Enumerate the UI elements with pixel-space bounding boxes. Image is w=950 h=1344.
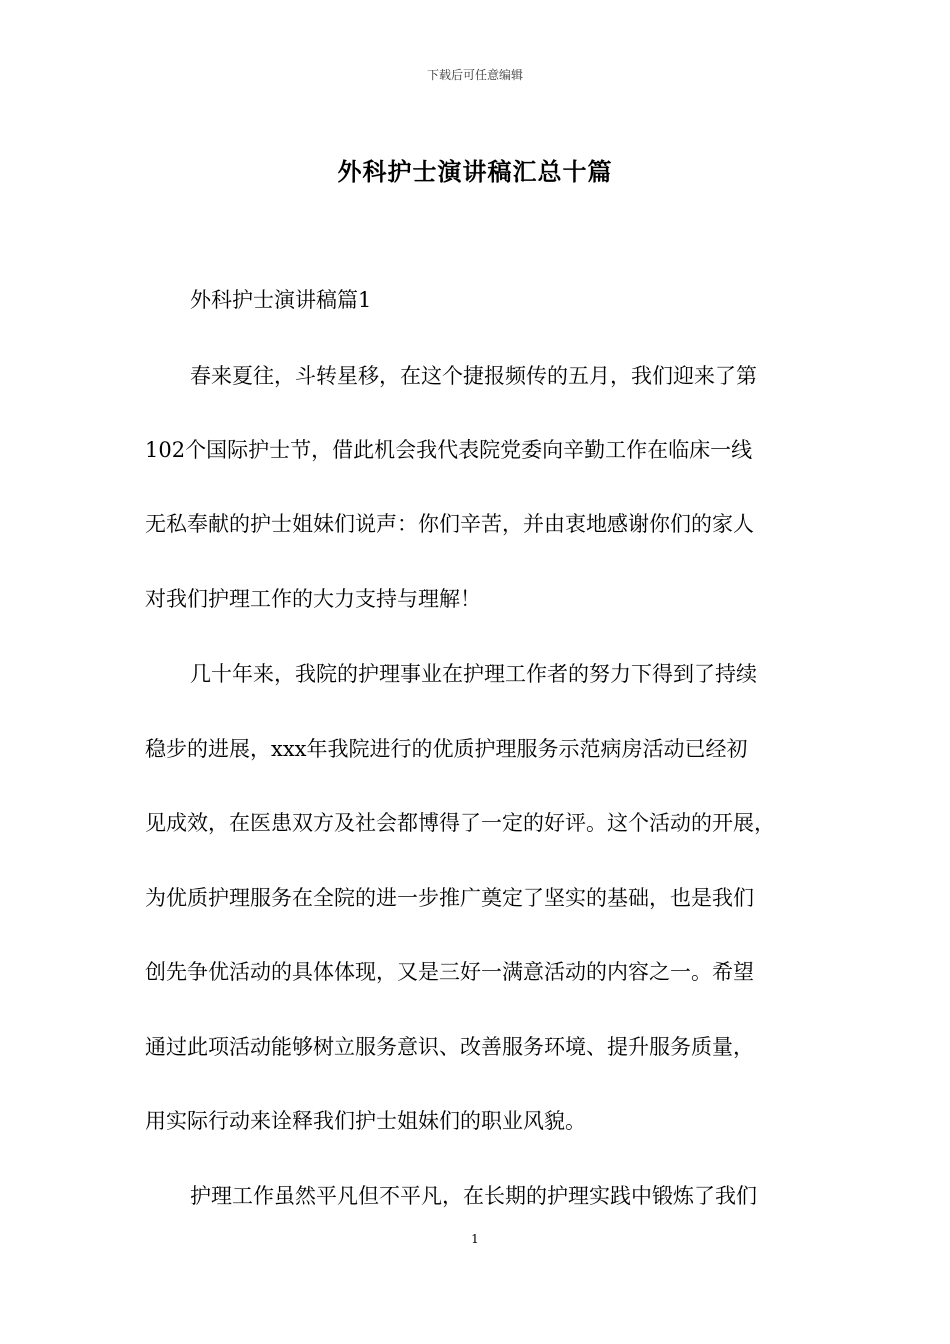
section-heading: 外科护士演讲稿篇1 [190,288,372,312]
paragraph-line: 护理工作虽然平凡但不平凡，在长期的护理实践中锻炼了我们 [190,1184,757,1208]
paragraph-line: 春来夏往，斗转星移，在这个捷报频传的五月，我们迎来了第 [190,364,757,388]
paragraph-line: 创先争优活动的具体体现，又是三好一满意活动的内容之一。希望 [145,960,754,984]
page-header: 下载后可任意编辑 [426,68,523,82]
paragraph-line: 用实际行动来诠释我们护士姐妹们的职业风貌。 [145,1109,586,1133]
paragraph-line: 稳步的进展，xxx年我院进行的优质护理服务示范病房活动已经初 [145,737,748,761]
paragraph-line: 102个国际护士节，借此机会我代表院党委向辛勤工作在临床一线 [145,438,753,462]
document-title: 外科护士演讲稿汇总十篇 [337,157,613,186]
paragraph-line: 为优质护理服务在全院的进一步推广奠定了坚实的基础，也是我们 [145,886,754,910]
paragraph-line: 几十年来，我院的护理事业在护理工作者的努力下得到了持续 [190,662,757,686]
paragraph-line: 通过此项活动能够树立服务意识、改善服务环境、提升服务质量， [145,1035,754,1059]
paragraph-line: 见成效，在医患双方及社会都博得了一定的好评。这个活动的开展， [145,811,775,835]
page-number: 1 [471,1232,479,1246]
paragraph-line: 无私奉献的护士姐妹们说声：你们辛苦，并由衷地感谢你们的家人 [145,512,754,536]
paragraph-line: 对我们护理工作的大力支持与理解！ [145,587,481,611]
